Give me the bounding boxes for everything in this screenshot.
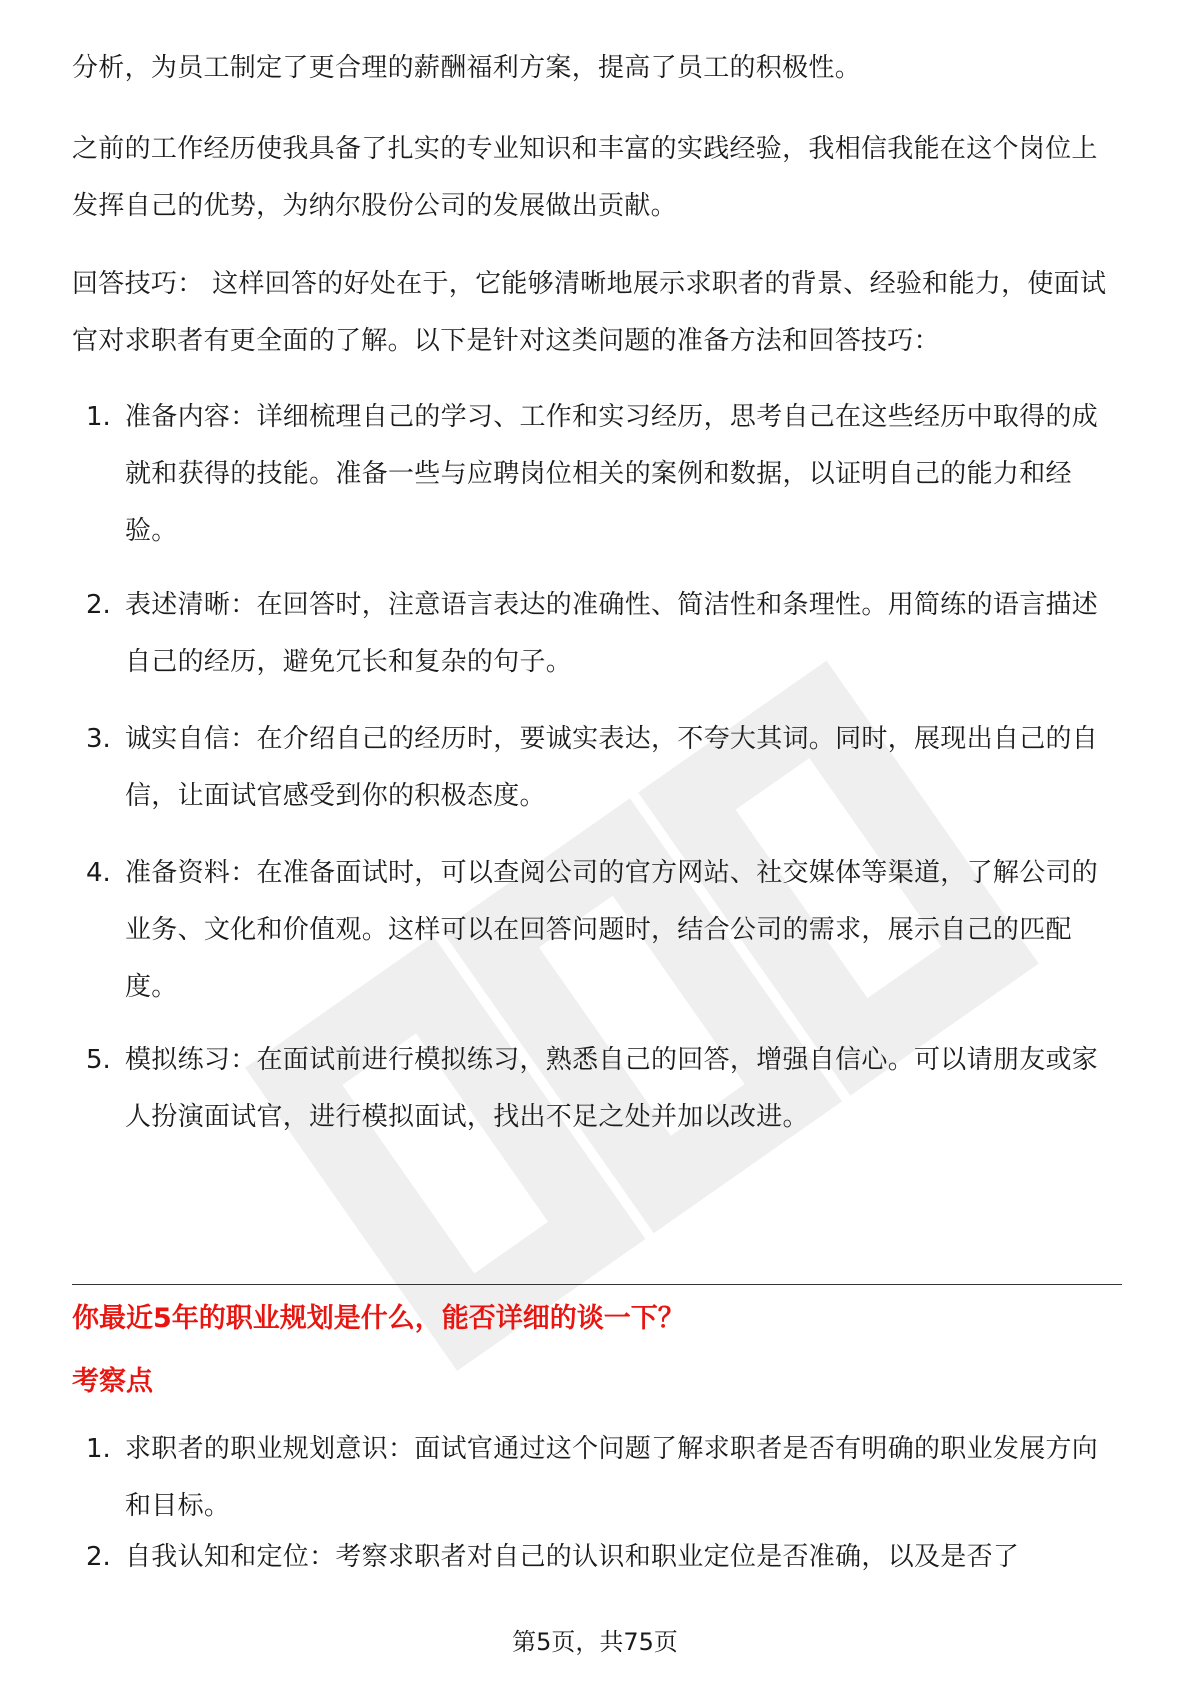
question-heading: 你最近5年的职业规划是什么，能否详细的谈一下？ <box>72 1303 685 1334</box>
list-item-text: 自我认知和定位：考察求职者对自己的认识和职业定位是否准确，以及是否了 <box>125 1542 1020 1572</box>
section-divider <box>72 1284 1122 1285</box>
list-item-number: 5. <box>86 1045 111 1075</box>
list-item-number: 1. <box>86 1434 111 1464</box>
list-item-text: 模拟练习：在面试前进行模拟练习，熟悉自己的回答，增强自信心。可以请朋友或家人扮演面试官，进行模拟面试，找出不足之处并加以改进。 <box>125 1045 1099 1132</box>
list-item-number: 2. <box>86 1542 111 1572</box>
intro-paragraph: 之前的工作经历使我具备了扎实的专业知识和丰富的实践经验，我相信我能在这个岗位上发挥自己的优势，为纳尔股份公司的发展做出贡献。 <box>72 134 1098 221</box>
answer-tips-paragraph: 回答技巧： 这样回答的好处在于，它能够清晰地展示求职者的背景、经验和能力，使面试官对求职者有更全面的了解。以下是针对这类问题的准备方法和回答技巧： <box>72 269 1107 356</box>
list-item-text: 准备资料：在准备面试时，可以查阅公司的官方网站、社交媒体等渠道，了解公司的业务、文化和价值观。这样可以在回答问题时，结合公司的需求，展示自己的匹配度。 <box>125 858 1099 1002</box>
list-item-text: 诚实自信：在介绍自己的经历时，要诚实表达，不夸大其词。同时，展现出自己的自信，让面试官感受到你的积极态度。 <box>125 724 1099 811</box>
list-item-number: 2. <box>86 590 111 620</box>
list-item-number: 3. <box>86 724 111 754</box>
intro-line: 分析，为员工制定了更合理的薪酬福利方案，提高了员工的积极性。 <box>72 53 862 83</box>
list-item-text: 准备内容：详细梳理自己的学习、工作和实习经历，思考自己在这些经历中取得的成就和获得的技能。准备一些与应聘岗位相关的案例和数据，以证明自己的能力和经验。 <box>125 402 1099 546</box>
assessment-points-heading: 考察点 <box>72 1366 153 1397</box>
list-item-number: 1. <box>86 402 111 432</box>
list-item-text: 求职者的职业规划意识：面试官通过这个问题了解求职者是否有明确的职业发展方向和目标。 <box>125 1434 1099 1521</box>
list-item-text: 表述清晰：在回答时，注意语言表达的准确性、简洁性和条理性。用简练的语言描述自己的经历，避免冗长和复杂的句子。 <box>125 590 1099 677</box>
page-number: 第5页，共75页 <box>512 1628 678 1656</box>
list-item-number: 4. <box>86 858 111 888</box>
